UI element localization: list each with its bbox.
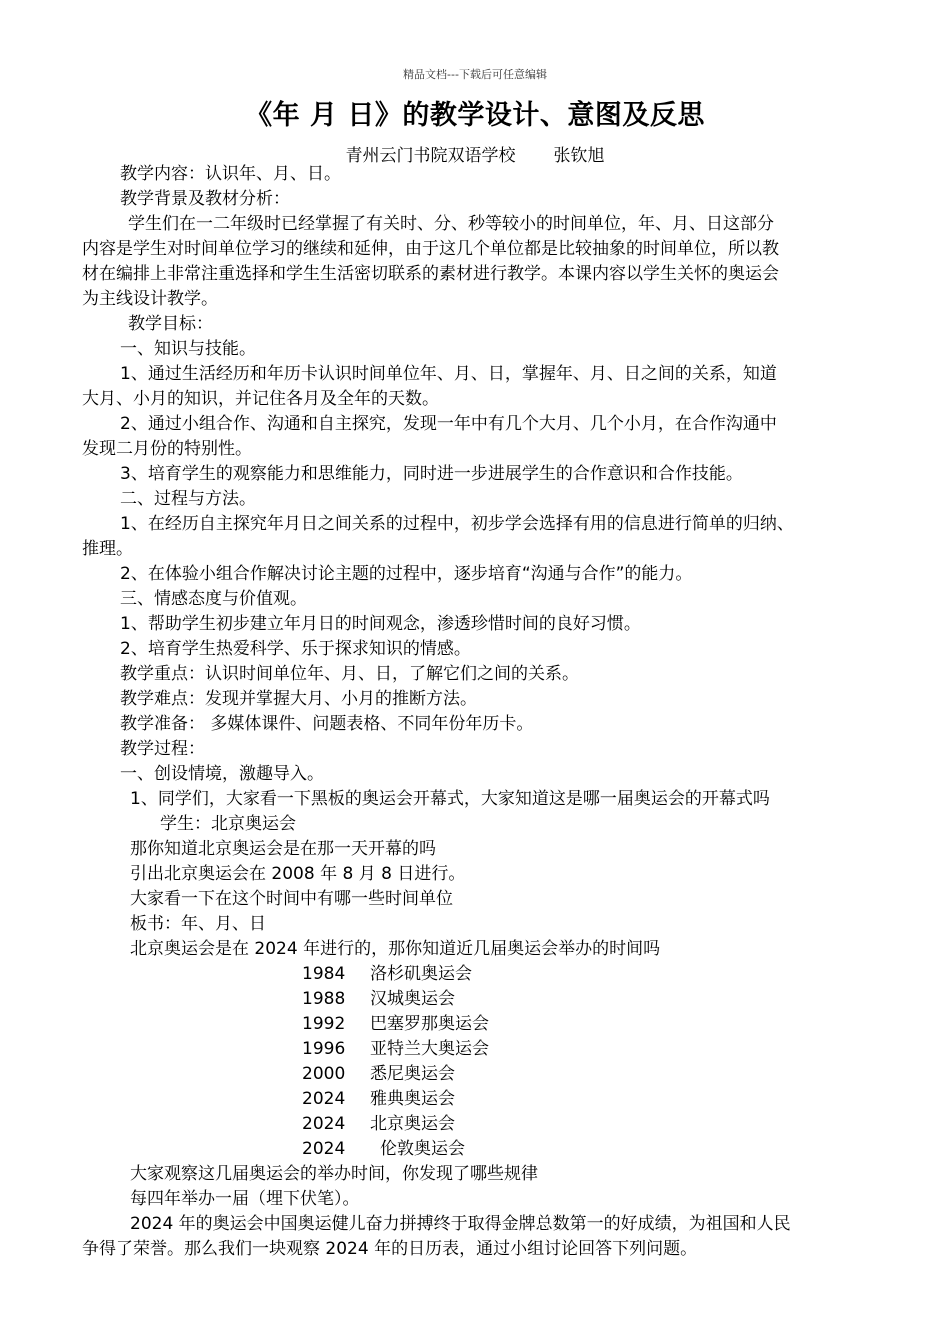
olympics-item [302,1037,489,1061]
text-line: 一、知识与技能。 [120,339,256,359]
olympics-name: 汉城奥运会 [370,989,455,1009]
text-line: 材在编排上非常注重选择和学生生活密切联系的素材进行教学。本课内容以学生关怀的奥运会 [82,264,779,284]
text-line: 1、在经历自主探究年月日之间关系的过程中，初步学会选择有用的信息进行简单的归纳、 [120,514,794,534]
olympics-year: 2000 [302,1064,346,1084]
text-line: 每四年举办一届（埋下伏笔）。 [130,1189,360,1209]
text-line: 三、情感态度与价值观。 [120,589,307,609]
olympics-name: 洛杉矶奥运会 [370,964,472,984]
olympics-year: 1984 [302,964,346,984]
text-line: 大月、小月的知识，并记住各月及全年的天数。 [82,389,439,409]
page-title: 《年 月 日》的教学设计、意图及反思 [245,100,705,131]
text-line: 争得了荣誉。那么我们一块观察 2024 年的日历表，通过小组讨论回答下列问题。 [82,1239,698,1259]
olympics-name: 北京奥运会 [370,1114,455,1134]
olympics-name: 伦敦奥运会 [380,1139,465,1159]
text-line: 2、通过小组合作、沟通和自主探究，发现一年中有几个大月、几个小月，在合作沟通中 [120,414,777,434]
text-line: 学生：北京奥运会 [160,814,296,834]
text-line: 1、帮助学生初步建立年月日的时间观念，渗透珍惜时间的良好习惯。 [120,614,641,634]
text-line: 发现二月份的特别性。 [82,439,252,459]
olympics-item [302,1087,455,1111]
text-line: 2、在体验小组合作解决讨论主题的过程中，逐步培育“沟通与合作”的能力。 [120,564,693,584]
text-line: 一、创设情境，激趣导入。 [120,764,324,784]
olympics-item [302,1112,455,1136]
text-line: 北京奥运会是在 2024 年进行的，那你知道近几届奥运会举办的时间吗 [130,939,661,959]
text-line: 二、过程与方法。 [120,489,256,509]
olympics-item [302,1012,489,1036]
text-line: 教学难点：发现并掌握大月、小月的推断方法。 [120,689,477,709]
olympics-name: 悉尼奥运会 [370,1064,455,1084]
text-line: 大家观察这几届奥运会的举办时间，你发现了哪些规律 [130,1164,538,1184]
text-line: 学生们在一二年级时已经掌握了有关时、分、秒等较小的时间单位，年、月、日这部分 [128,214,774,234]
text-line: 教学目标： [128,314,213,334]
olympics-year: 1988 [302,989,346,1009]
header-note: 精品文档---下载后可任意编辑 [403,68,547,81]
olympics-item [302,1137,465,1161]
text-line: 那你知道北京奥运会是在那一天开幕的吗 [130,839,436,859]
olympics-year: 2024 [302,1139,346,1159]
text-line: 大家看一下在这个时间中有哪一些时间单位 [130,889,453,909]
text-line: 1、同学们，大家看一下黑板的奥运会开幕式，大家知道这是哪一届奥运会的开幕式吗 [130,789,770,809]
olympics-name: 雅典奥运会 [370,1089,455,1109]
text-line: 教学背景及教材分析： [120,189,290,209]
text-line: 教学重点：认识时间单位年、月、日，了解它们之间的关系。 [120,664,579,684]
text-line: 内容是学生对时间单位学习的继续和延伸，由于这几个单位都是比较抽象的时间单位，所以教 [82,239,779,259]
olympics-year: 2024 [302,1089,346,1109]
text-line: 为主线设计教学。 [82,289,218,309]
text-line: 教学准备： 多媒体课件、问题表格、不同年份年历卡。 [120,714,534,734]
olympics-name: 巴塞罗那奥运会 [370,1014,489,1034]
text-line: 1、通过生活经历和年历卡认识时间单位年、月、日，掌握年、月、日之间的关系，知道 [120,364,777,384]
text-line: 3、培育学生的观察能力和思维能力，同时进一步进展学生的合作意识和合作技能。 [120,464,743,484]
text-line: 教学内容：认识年、月、日。 [120,164,341,184]
olympics-item [302,962,472,986]
text-line: 推理。 [82,539,133,559]
author-school: 青州云门书院双语学校 [345,146,516,166]
text-line: 板书：年、月、日 [130,914,266,934]
olympics-item [302,1062,455,1086]
olympics-year: 1992 [302,1014,346,1034]
text-line: 教学过程： [120,739,205,759]
olympics-name: 亚特兰大奥运会 [370,1039,489,1059]
text-line: 2、培育学生热爱科学、乐于探求知识的情感。 [120,639,471,659]
olympics-year: 2024 [302,1114,346,1134]
olympics-item [302,987,455,1011]
author-name: 张钦旭 [553,146,605,166]
olympics-year: 1996 [302,1039,346,1059]
text-line: 2024 年的奥运会中国奥运健儿奋力拼搏终于取得金牌总数第一的好成绩，为祖国和人民 [130,1214,791,1234]
text-line: 引出北京奥运会在 2008 年 8 月 8 日进行。 [130,864,466,884]
